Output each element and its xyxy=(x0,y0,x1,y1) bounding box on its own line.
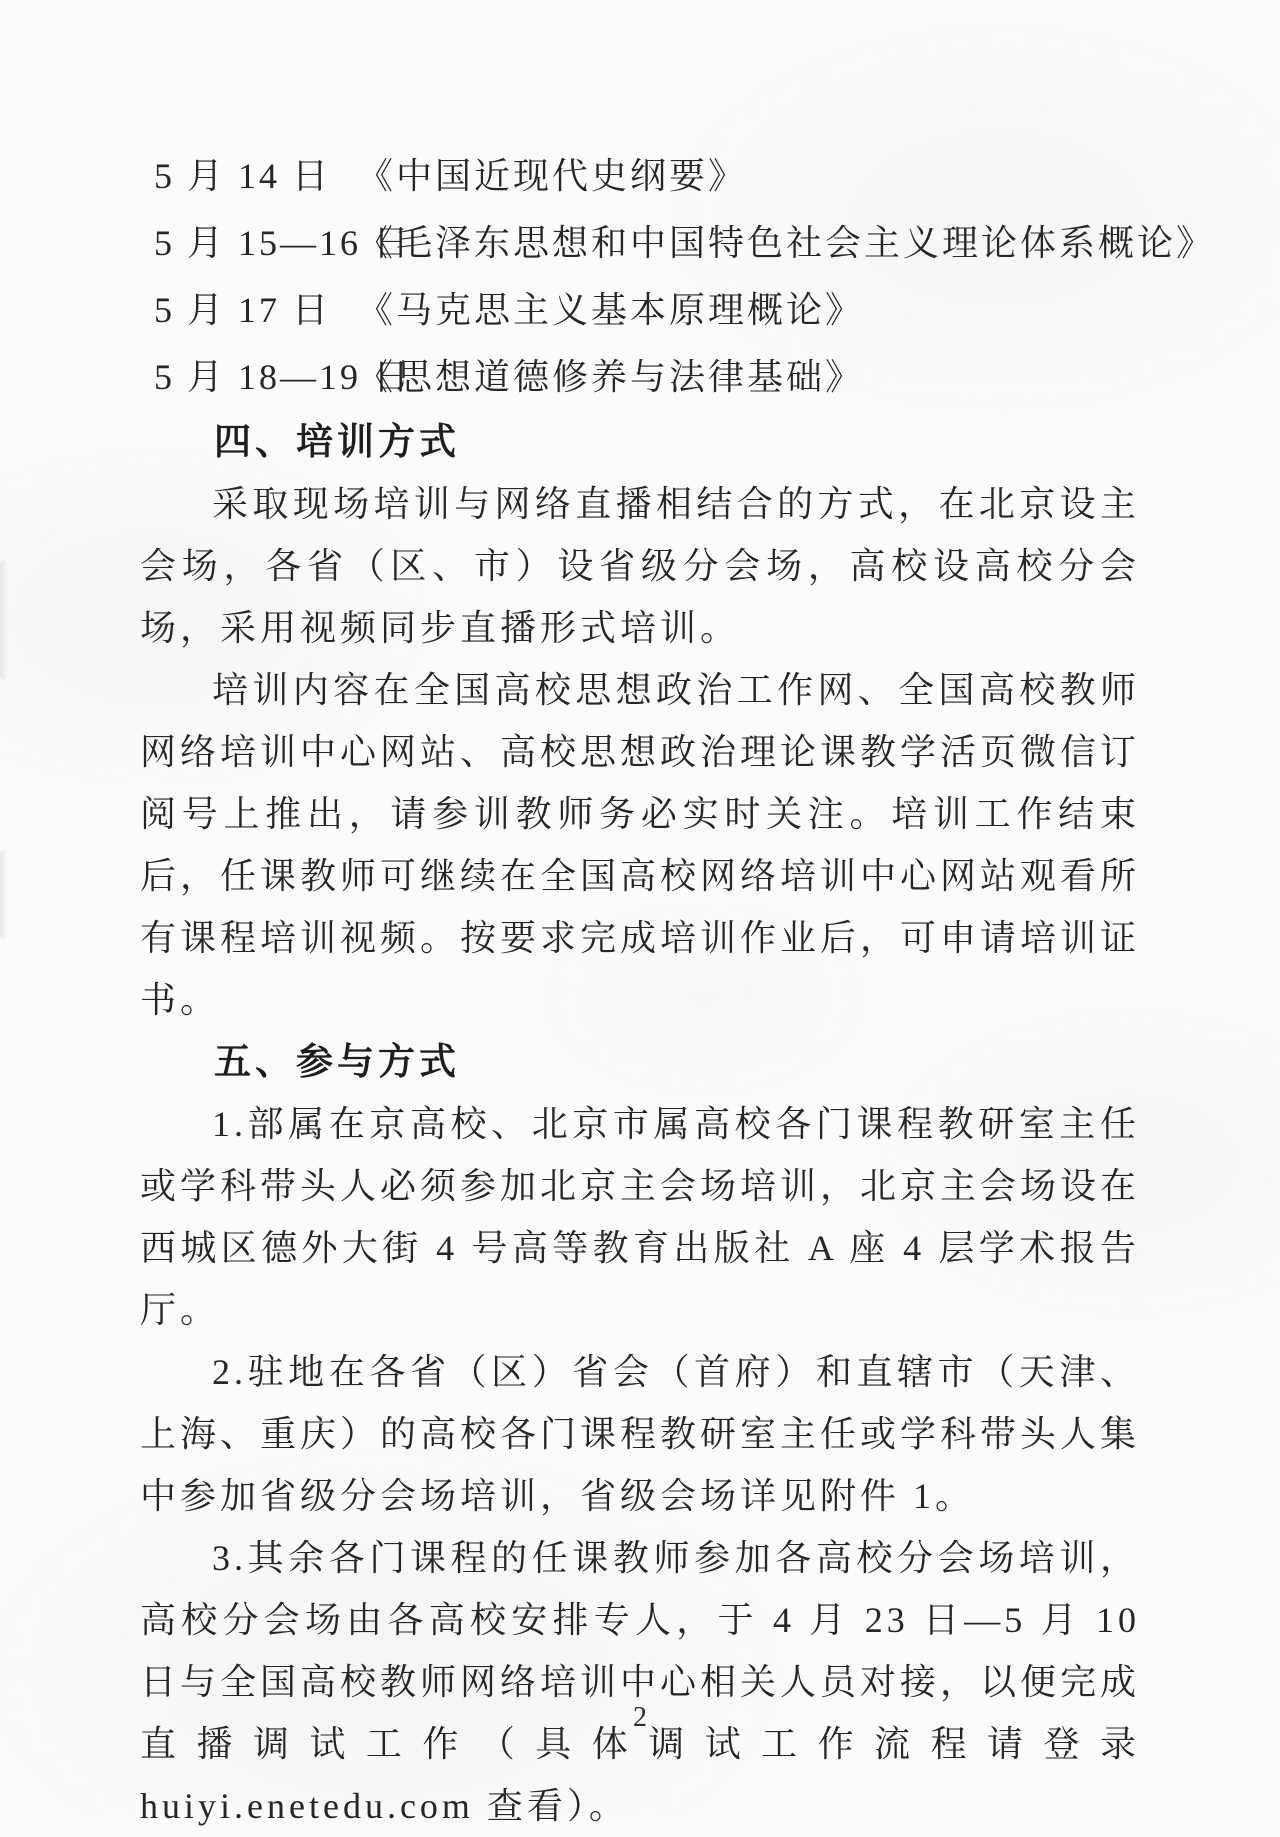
schedule-row xyxy=(140,210,1216,277)
document-content xyxy=(140,143,1216,1837)
paragraph-participation-2: 2.驻地在各省（区）省会（首府）和直辖市（天津、上海、重庆）的高校各门课程教研室主任或学科带头人集中参加省级分会场培训，省级会场详见附件 1。 xyxy=(140,1352,1141,1516)
schedule-date: 5 月 17 日 xyxy=(154,290,332,330)
paragraph-training-method-2: 培训内容在全国高校思想政治工作网、全国高校教师网络培训中心网站、高校思想政治理论课教学活页微信订阅号上推出，请参训教师务必实时关注。培训工作结束后，任课教师可继续在全国高校网络培训中心网站观看所有课程培训视频。按要求完成培训作业后，可申请培训证书。 xyxy=(140,670,1141,1020)
training-schedule xyxy=(140,143,1216,411)
paragraph-participation-1: 1.部属在京高校、北京市属高校各门课程教研室主任或学科带头人必须参加北京主会场培训，北京主会场设在西城区德外大街 4 号高等教育出版社 A 座 4 层学术报告厅。 xyxy=(140,1104,1141,1330)
schedule-date: 5 月 15—16 日 xyxy=(154,223,413,263)
schedule-date: 5 月 18—19 日 xyxy=(154,357,413,397)
schedule-date: 5 月 14 日 xyxy=(154,156,332,196)
schedule-course: 《中国近现代史纲要》 xyxy=(357,156,748,196)
scan-artifact xyxy=(0,560,8,680)
section-heading-training-method: 四、培训方式 xyxy=(214,421,460,462)
page-number: 2 xyxy=(633,1702,647,1733)
section-heading-participation: 五、参与方式 xyxy=(214,1041,460,1082)
paragraph-participation-3: 3.其余各门课程的任课教师参加各高校分会场培训，高校分会场由各高校安排专人，于 4 月 23 日—5 月 10 日与全国高校教师网络培训中心相关人员对接，以便完成直播调试工作（具体调试工作流程请登录 huiyi.enetedu.com 查看）。 xyxy=(140,1538,1141,1826)
scan-artifact xyxy=(0,850,8,940)
schedule-course: 《毛泽东思想和中国特色社会主义理论体系概论》 xyxy=(357,223,1216,263)
schedule-row xyxy=(140,143,1140,210)
schedule-row xyxy=(140,344,1140,411)
schedule-course: 《马克思主义基本原理概论》 xyxy=(357,290,865,330)
paragraph-training-method-1: 采取现场培训与网络直播相结合的方式，在北京设主会场，各省（区、市）设省级分会场，高校设高校分会场，采用视频同步直播形式培训。 xyxy=(140,484,1140,648)
schedule-row xyxy=(140,277,1140,344)
schedule-course: 《思想道德修养与法律基础》 xyxy=(357,357,865,397)
